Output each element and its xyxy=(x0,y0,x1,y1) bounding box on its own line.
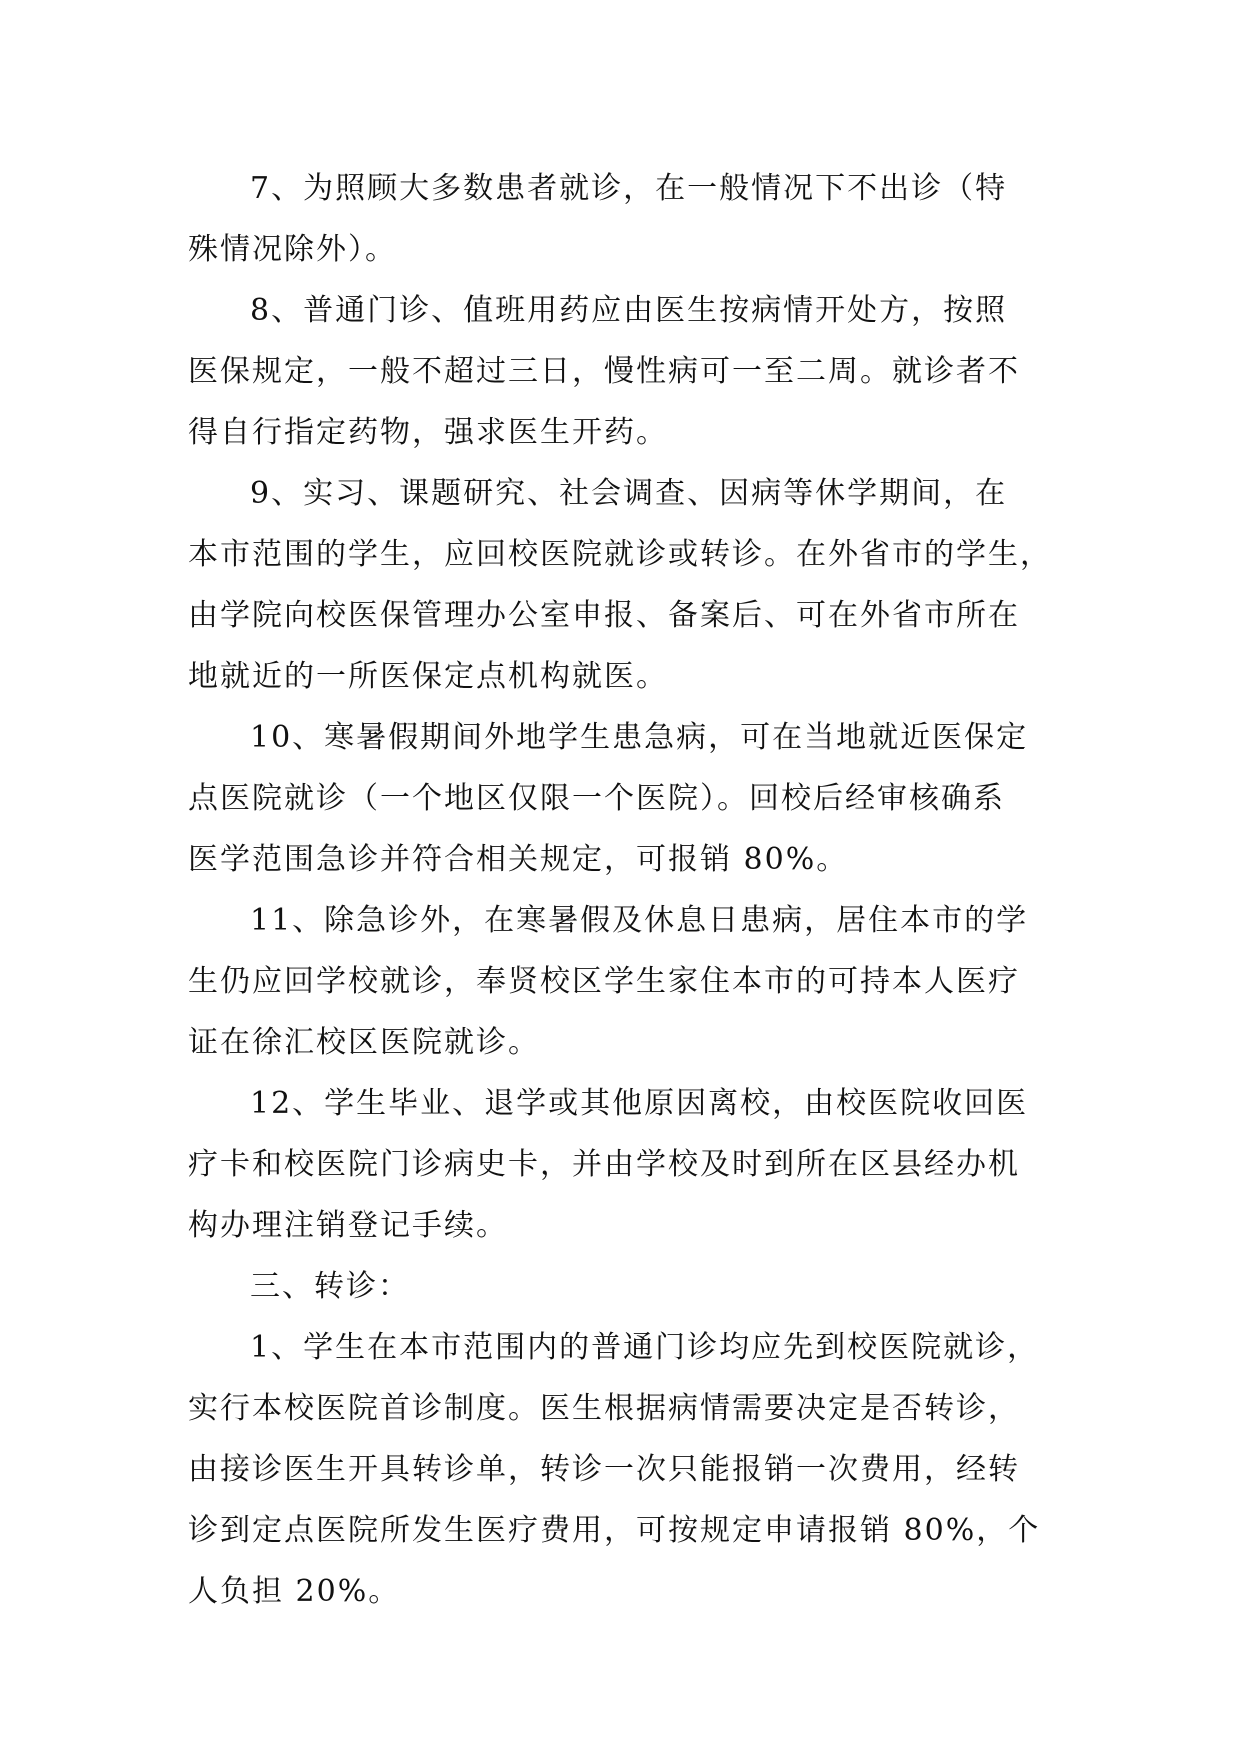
paragraph-item-8 xyxy=(188,280,1058,463)
document-body xyxy=(188,158,1058,1622)
text-line: 构办理注销登记手续。 xyxy=(188,1208,508,1243)
section-heading-referral xyxy=(188,1256,1058,1317)
paragraph-item-7 xyxy=(188,158,1058,280)
text-line: 殊情况除外）。 xyxy=(188,232,397,267)
text-line: 9、实习、课题研究、社会调查、因病等休学期间，在 xyxy=(250,476,1008,511)
text-line: 10、寒暑假期间外地学生患急病，可在当地就近医保定 xyxy=(250,720,1029,755)
text-line: 点医院就诊（一个地区仅限一个医院）。回校后经审核确系 xyxy=(188,781,1005,816)
text-line: 地就近的一所医保定点机构就医。 xyxy=(188,659,668,694)
paragraph-item-10 xyxy=(188,707,1058,890)
text-line: 得自行指定药物，强求医生开药。 xyxy=(188,415,668,450)
text-line: 医保规定，一般不超过三日，慢性病可一至二周。就诊者不 xyxy=(188,354,1020,389)
paragraph-referral-item-1 xyxy=(188,1317,1058,1622)
text-line: 三、转诊： xyxy=(250,1269,410,1304)
paragraph-item-12 xyxy=(188,1073,1058,1256)
text-line: 11、除急诊外，在寒暑假及休息日患病，居住本市的学 xyxy=(250,903,1029,938)
text-line: 诊到定点医院所发生医疗费用，可按规定申请报销 80%，个 xyxy=(188,1513,1041,1548)
text-line: 证在徐汇校区医院就诊。 xyxy=(188,1025,540,1060)
text-line: 实行本校医院首诊制度。医生根据病情需要决定是否转诊， xyxy=(188,1391,1020,1426)
text-line: 1、学生在本市范围内的普通门诊均应先到校医院就诊， xyxy=(250,1330,1040,1365)
paragraph-item-11 xyxy=(188,890,1058,1073)
text-line: 生仍应回学校就诊，奉贤校区学生家住本市的可持本人医疗 xyxy=(188,964,1020,999)
text-line: 医学范围急诊并符合相关规定，可报销 80%。 xyxy=(188,842,849,877)
paragraph-item-9 xyxy=(188,463,1058,707)
text-line: 8、普通门诊、值班用药应由医生按病情开处方，按照 xyxy=(250,293,1008,328)
text-line: 疗卡和校医院门诊病史卡，并由学校及时到所在区县经办机 xyxy=(188,1147,1020,1182)
text-line: 12、学生毕业、退学或其他原因离校，由校医院收回医 xyxy=(250,1086,1029,1121)
text-line: 由学院向校医保管理办公室申报、备案后、可在外省市所在 xyxy=(188,598,1020,633)
text-line: 由接诊医生开具转诊单，转诊一次只能报销一次费用，经转 xyxy=(188,1452,1020,1487)
text-line: 本市范围的学生，应回校医院就诊或转诊。在外省市的学生， xyxy=(188,537,1052,572)
text-line: 人负担 20%。 xyxy=(188,1574,401,1609)
text-line: 7、为照顾大多数患者就诊，在一般情况下不出诊（特 xyxy=(250,171,1008,206)
